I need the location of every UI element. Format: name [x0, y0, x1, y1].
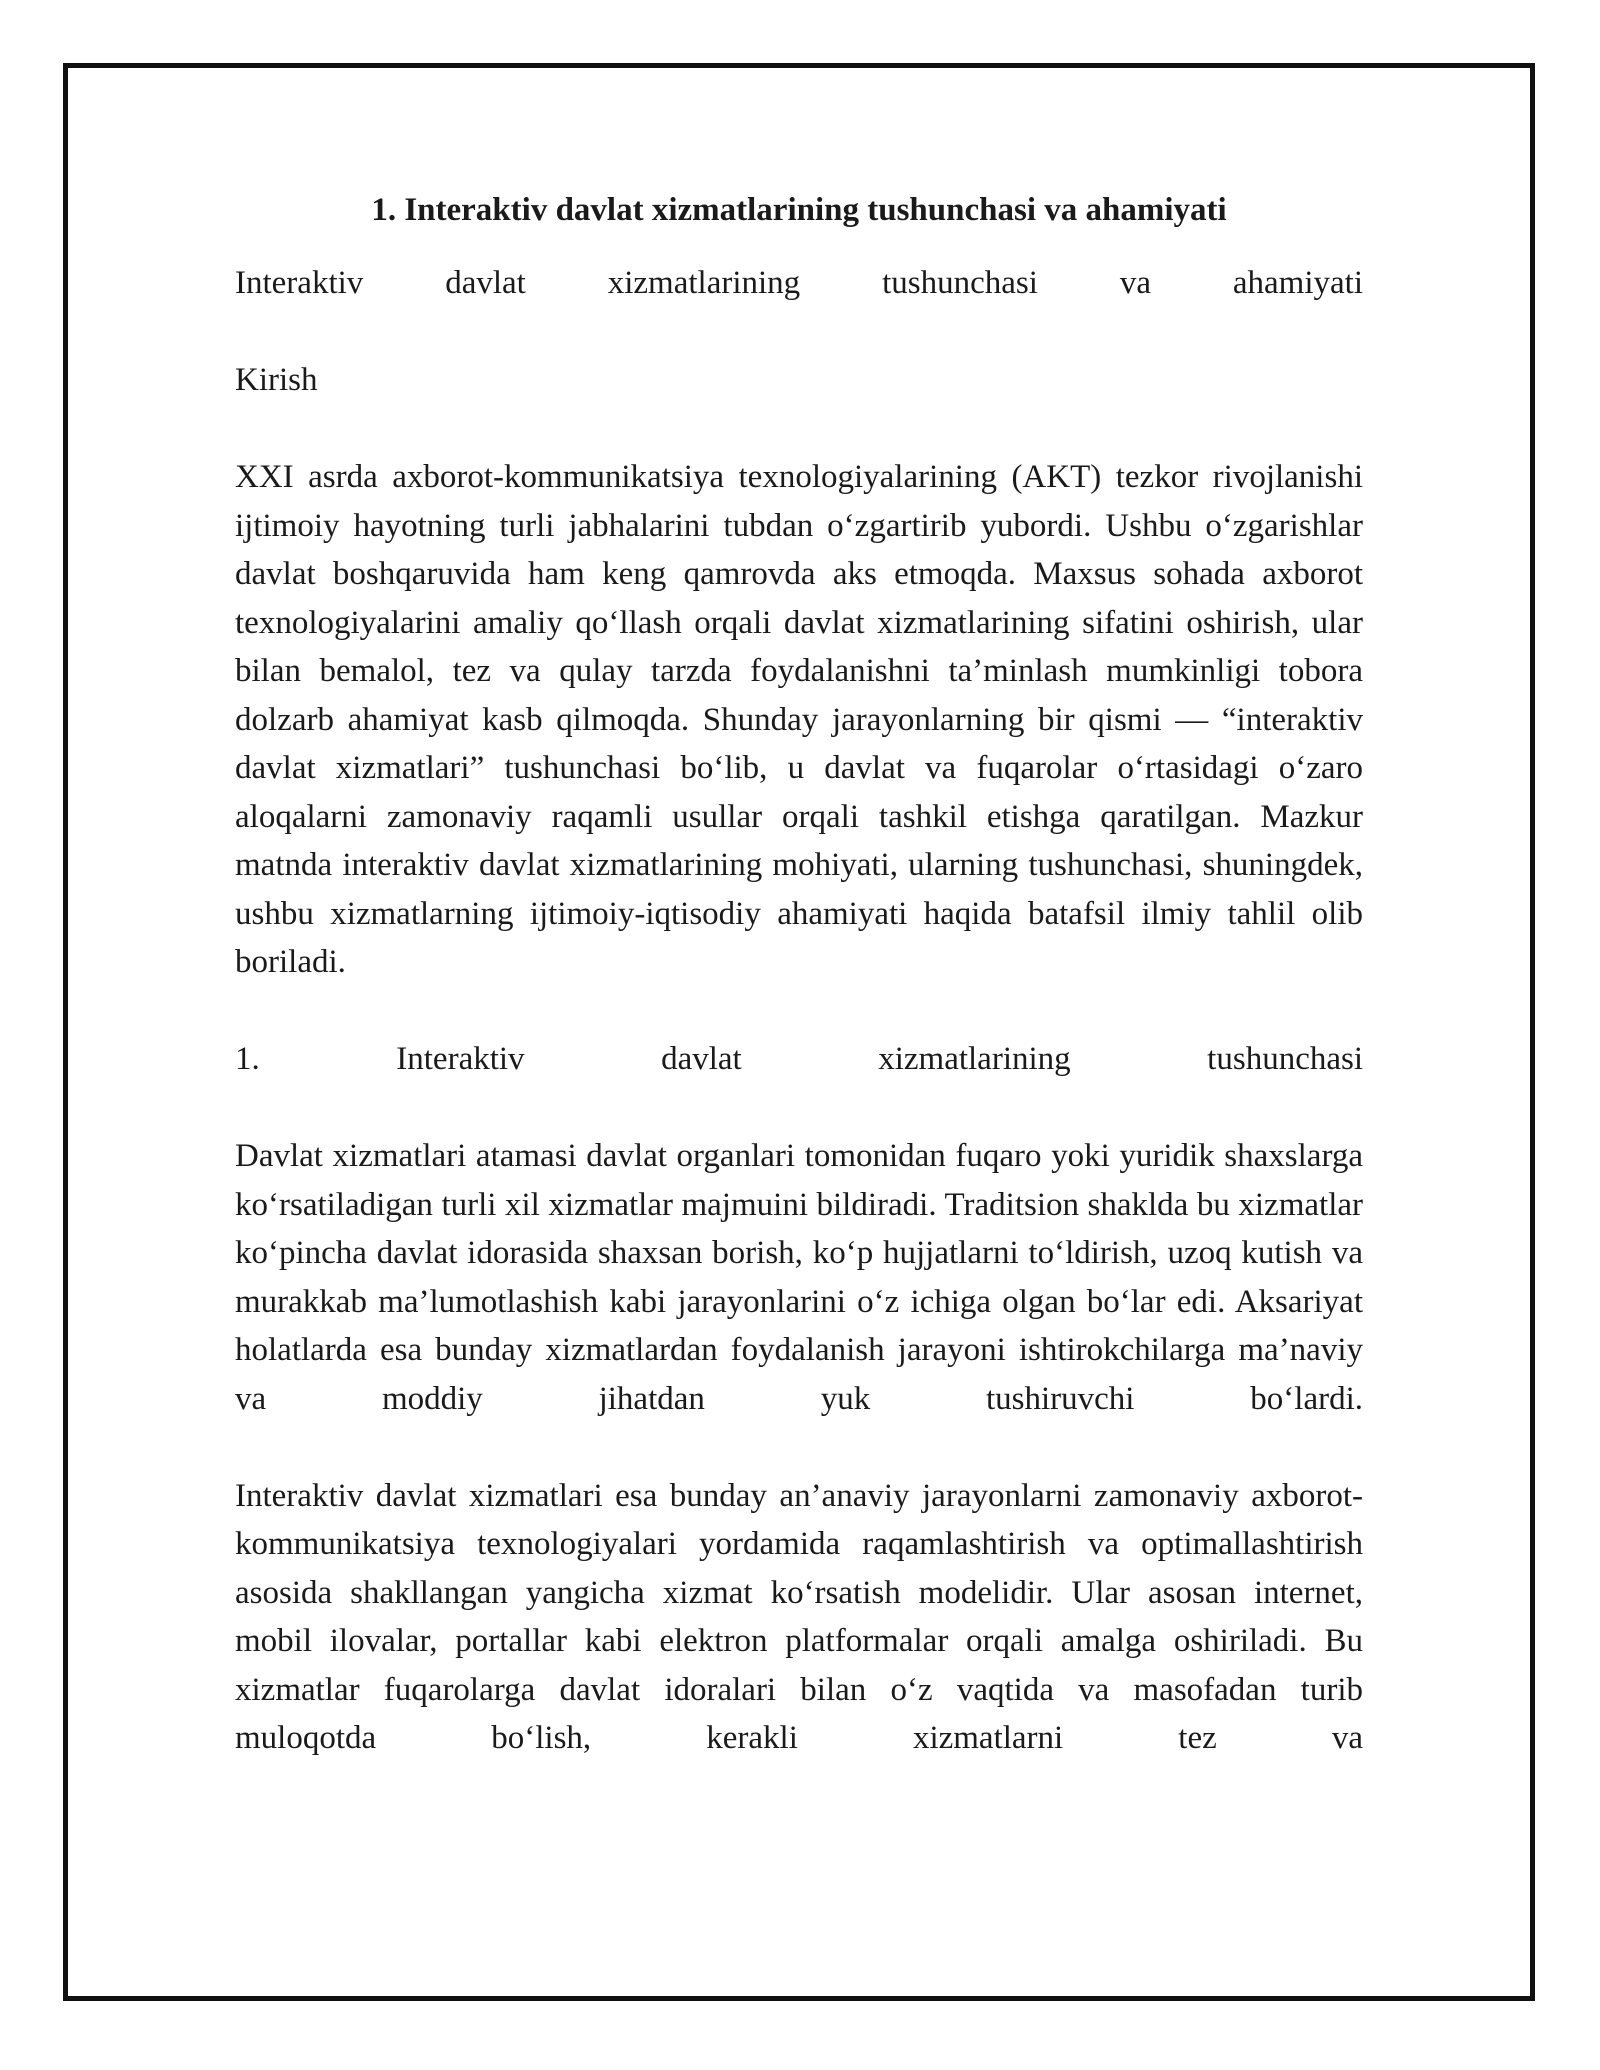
- intro-heading: Kirish: [235, 362, 318, 398]
- subtitle-paragraph: Interaktiv davlat xizmatlarining tushunchasi va ahamiyati: [235, 265, 1363, 301]
- section-heading: 1. Interaktiv davlat xizmatlarining tushunchasi: [235, 1041, 1363, 1077]
- body-paragraph: Davlat xizmatlari atamasi davlat organlari tomonidan fuqaro yoki yuridik shaxslarga ko‘rsatiladigan turli xil xizmatlar majmuini bildiradi. Traditsion shaklda bu xizmatlar ko‘pincha davlat idorasida shaxsan borish, ko‘p hujjatlarni to‘ldirish, uzoq kutish va murakkab ma’lumotlashish kabi jarayonlarini o‘z ichiga olgan bo‘lar edi. Aksariyat holatlarda esa bunday xizmatlardan foydalanish jarayoni ishtirokchilarga ma’naviy va moddiy jihatdan yuk tushiruvchi bo‘lardi.: [235, 1138, 1363, 1417]
- body-paragraph: Interaktiv davlat xizmatlari esa bunday an’anaviy jarayonlarni zamonaviy axborot-kommunikatsiya texnologiyalari yordamida raqamlashtirish va optimallashtirish asosida shakllangan yangicha xizmat ko‘rsatish modelidir. Ular asosan internet, mobil ilovalar, portallar kabi elektron platformalar orqali amalga oshiriladi. Bu xizmatlar fuqarolarga davlat idoralari bilan o‘z vaqtida va masofadan turib muloqotda bo‘lish, kerakli xizmatlarni tez va: [235, 1477, 1363, 1756]
- document-title: 1. Interaktiv davlat xizmatlarining tushunchasi va ahamiyati: [371, 192, 1227, 228]
- intro-paragraph: XXI asrda axborot-kommunikatsiya texnologiyalarining (AKT) tezkor rivojlanishi ijtimoiy hayotning turli jabhalarini tubdan o‘zgartirib yubordi. Ushbu o‘zgarishlar davlat boshqaruvida ham keng qamrovda aks etmoqda. Maxsus sohada axborot texnologiyalarini amaliy qo‘llash orqali davlat xizmatlarining sifatini oshirish, ular bilan bemalol, tez va qulay tarzda foydalanishni ta’minlash mumkinligi tobora dolzarb ahamiyat kasb qilmoqda. Shunday jarayonlarning bir qismi — “interaktiv davlat xizmatlari” tushunchasi bo‘lib, u davlat va fuqarolar o‘rtasidagi o‘zaro aloqalarni zamonaviy raqamli usullar orqali tashkil etishga qaratilgan. Mazkur matnda interaktiv davlat xizmatlarining mohiyati, ularning tushunchasi, shuningdek, ushbu xizmatlarning ijtimoiy-iqtisodiy ahamiyati haqida batafsil ilmiy tahlil olib boriladi.: [235, 459, 1363, 980]
- document-body: [235, 186, 1363, 1763]
